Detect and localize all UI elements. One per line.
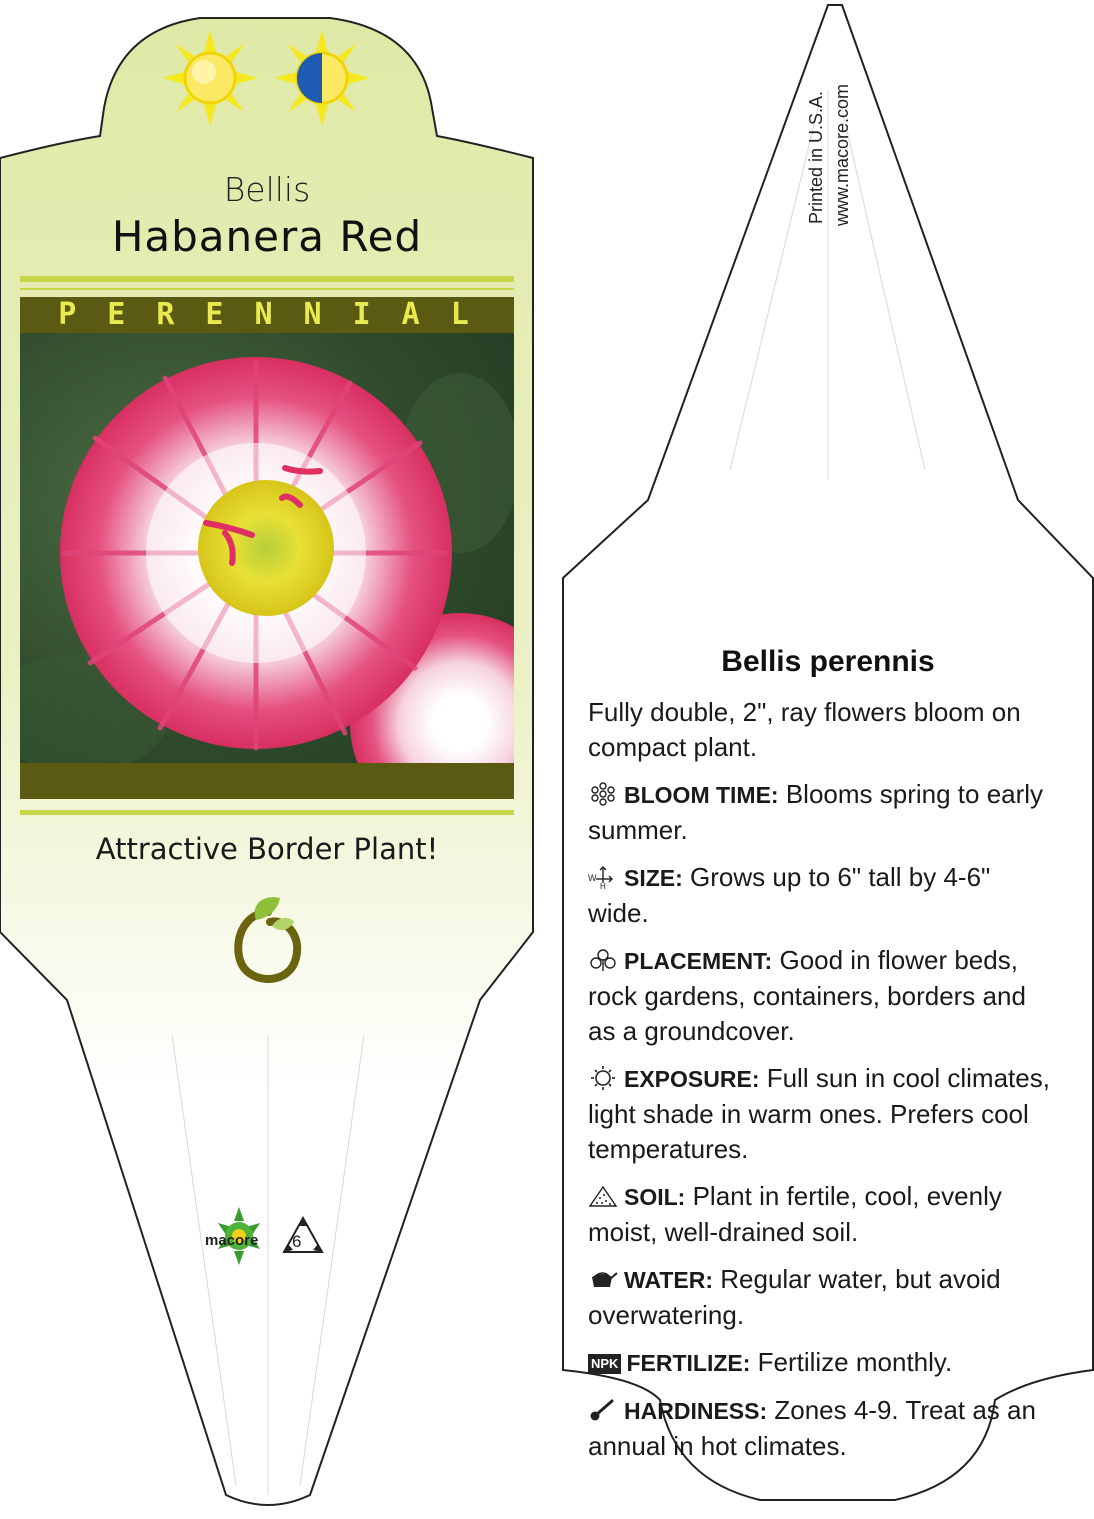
care-info [588, 695, 1058, 1476]
fertilize-value: Fertilize monthly. [757, 1347, 953, 1377]
soil-value: Plant in fertile, cool, evenly moist, well-drained soil. [588, 1181, 1002, 1247]
attribute-bloom-time [588, 777, 1058, 848]
water-label: WATER: [624, 1267, 714, 1293]
printed-in-usa: Printed in U.S.A. [806, 90, 826, 224]
fertilize-label: FERTILIZE: [626, 1350, 751, 1376]
size-value: Grows up to 6" tall by 4-6" wide. [588, 862, 991, 928]
brand-name: macore [205, 1232, 259, 1249]
tagline: Attractive Border Plant! [95, 832, 439, 866]
divider-line [20, 810, 514, 815]
photo-bottom-band [20, 763, 514, 799]
part-sun-icon [272, 28, 372, 128]
svg-text:W: W [588, 873, 597, 883]
full-sun-icon [160, 28, 260, 128]
hardiness-label: HARDINESS: [624, 1398, 768, 1424]
npk-icon: NPK [588, 1354, 621, 1374]
flower-icon [588, 782, 618, 806]
attribute-placement [588, 943, 1058, 1049]
attribute-water [588, 1262, 1058, 1333]
botanical-name: Bellis perennis [721, 645, 935, 678]
attribute-hardiness [588, 1393, 1058, 1464]
bloom-time-value: Blooms spring to early summer. [588, 779, 1044, 845]
description: Fully double, 2", ray flowers bloom on compact plant. [588, 697, 1021, 762]
size-label: SIZE: [624, 865, 683, 891]
svg-text:H: H [600, 882, 606, 889]
recycle-icon [280, 1214, 326, 1258]
placement-value: Good in flower beds, rock gardens, containers, borders and as a groundcover. [588, 945, 1026, 1046]
thermometer-icon [588, 1398, 618, 1422]
exposure-label: EXPOSURE: [624, 1066, 760, 1092]
hardiness-value: Zones 4-9. Treat as an annual in hot climates. [588, 1395, 1036, 1461]
watering-can-icon [588, 1267, 618, 1291]
attribute-fertilize [588, 1345, 1058, 1381]
cultivar-name: Habanera Red [111, 212, 423, 261]
sun-outline-icon [588, 1066, 618, 1090]
size-arrows-icon [588, 865, 618, 889]
flower-photo [20, 333, 514, 763]
plant-type: PERENNIAL [58, 297, 500, 332]
attribute-size [588, 860, 1058, 931]
placement-label: PLACEMENT: [624, 948, 773, 974]
recycle-code: 6 [292, 1232, 302, 1251]
water-value: Regular water, but avoid overwatering. [588, 1264, 1001, 1330]
attribute-exposure [588, 1061, 1058, 1167]
attribute-soil [588, 1179, 1058, 1250]
placement-flowers-icon [588, 948, 618, 972]
soil-mound-icon [588, 1184, 618, 1208]
exposure-value: Full sun in cool climates, light shade in warm ones. Prefers cool temperatures. [588, 1063, 1050, 1164]
soil-label: SOIL: [624, 1184, 686, 1210]
genus-name: Bellis [223, 170, 311, 209]
website: www.macore.com [832, 83, 852, 226]
bloom-time-label: BLOOM TIME: [624, 782, 779, 808]
swirl-leaf-logo-icon [228, 892, 308, 988]
